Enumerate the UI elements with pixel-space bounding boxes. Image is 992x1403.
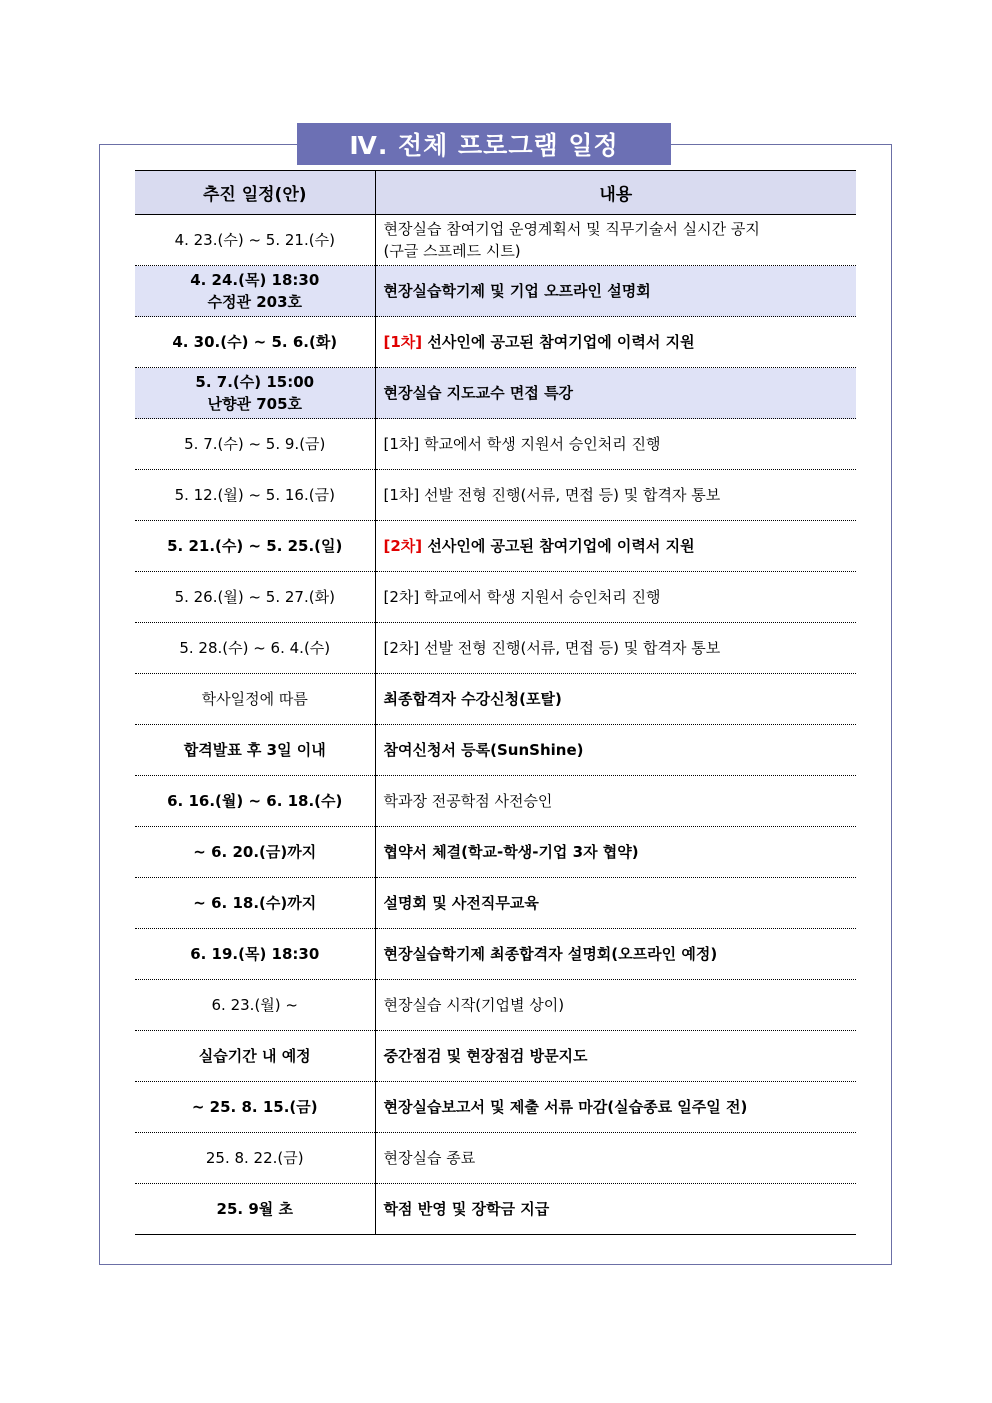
- schedule-date-cell: [135, 674, 375, 725]
- schedule-date-text: 5. 21.(수) ~ 5. 25.(일): [167, 536, 343, 555]
- table-row: [135, 368, 856, 419]
- table-row: [135, 419, 856, 470]
- schedule-content-cell: [375, 674, 856, 725]
- schedule-date-cell: [135, 929, 375, 980]
- table-row: [135, 776, 856, 827]
- schedule-content-text: [1차] 선발 전형 진행(서류, 면접 등) 및 합격자 통보: [383, 485, 721, 504]
- schedule-content-text: 학과장 전공학점 사전승인: [383, 791, 553, 810]
- schedule-content-cell: [375, 980, 856, 1031]
- schedule-content-text: [384, 535, 849, 558]
- header-content: 내용: [375, 171, 856, 215]
- schedule-date-cell: [135, 266, 375, 317]
- table-row: [135, 1184, 856, 1235]
- schedule-content-cell: [375, 1031, 856, 1082]
- schedule-date-text: 학사일정에 따름: [201, 689, 308, 708]
- schedule-content-text: 현장실습 참여기업 운영계획서 및 직무기술서 실시간 공지: [383, 219, 760, 238]
- schedule-date-cell: [135, 1082, 375, 1133]
- schedule-content-cell: [375, 470, 856, 521]
- schedule-content-cell: [375, 623, 856, 674]
- schedule-date-text: 5. 28.(수) ~ 6. 4.(수): [179, 638, 331, 657]
- schedule-date-cell: [135, 623, 375, 674]
- schedule-date-text: ~ 6. 18.(수)까지: [193, 893, 317, 912]
- section-title: Ⅳ. 전체 프로그램 일정: [297, 123, 671, 165]
- schedule-content-text: [2차] 학교에서 학생 지원서 승인처리 진행: [383, 587, 661, 606]
- schedule-date-cell: [135, 215, 375, 266]
- schedule-date-text: 5. 7.(수) ~ 5. 9.(금): [184, 434, 326, 453]
- schedule-content-cell: [375, 572, 856, 623]
- schedule-date-cell: [135, 317, 375, 368]
- schedule-date-cell: [135, 1031, 375, 1082]
- schedule-date-text: 4. 24.(목) 18:30: [190, 270, 320, 289]
- schedule-body: [135, 215, 856, 1235]
- schedule-date-cell: [135, 419, 375, 470]
- table-row: [135, 1133, 856, 1184]
- table-row: [135, 725, 856, 776]
- schedule-date-cell: [135, 470, 375, 521]
- schedule-date-text: 수정관 203호: [207, 293, 302, 311]
- table-row: [135, 878, 856, 929]
- round-tag: [2차]: [383, 536, 423, 555]
- schedule-content-cell: [375, 1184, 856, 1235]
- schedule-content-text: [1차] 학교에서 학생 지원서 승인처리 진행: [383, 434, 661, 453]
- schedule-date-text: 합격발표 후 3일 이내: [183, 740, 326, 759]
- schedule-content-text: 현장실습 종료: [383, 1148, 476, 1167]
- table-row: [135, 980, 856, 1031]
- schedule-date-text: 25. 9월 초: [216, 1199, 293, 1218]
- schedule-date-text: 5. 7.(수) 15:00: [195, 372, 315, 391]
- schedule-content-cell: [375, 317, 856, 368]
- schedule-content-text: [2차] 선발 전형 진행(서류, 면접 등) 및 합격자 통보: [383, 638, 721, 657]
- schedule-date-text: 6. 23.(월) ~: [211, 995, 298, 1014]
- schedule-table: [135, 170, 856, 1235]
- schedule-content-body: 선사인에 공고된 참여기업에 이력서 지원: [427, 536, 695, 555]
- schedule-date-text: 실습기간 내 예정: [198, 1046, 311, 1065]
- schedule-date-cell: [135, 368, 375, 419]
- schedule-date-text: 4. 30.(수) ~ 5. 6.(화): [172, 332, 338, 351]
- schedule-date-cell: [135, 776, 375, 827]
- schedule-content-text: (구글 스프레드 시트): [383, 242, 521, 260]
- header-date: 추진 일정(안): [135, 171, 375, 215]
- schedule-date-cell: [135, 521, 375, 572]
- schedule-date-text: 4. 23.(수) ~ 5. 21.(수): [174, 230, 335, 249]
- schedule-date-text: 6. 16.(월) ~ 6. 18.(수): [167, 791, 343, 810]
- schedule-content-text: 현장실습학기제 및 기업 오프라인 설명회: [383, 281, 651, 300]
- table-row: [135, 623, 856, 674]
- schedule-content-cell: [375, 827, 856, 878]
- schedule-date-cell: [135, 725, 375, 776]
- schedule-date-text: ~ 6. 20.(금)까지: [193, 842, 317, 861]
- schedule-date-cell: [135, 980, 375, 1031]
- schedule-date-text: 5. 12.(월) ~ 5. 16.(금): [174, 485, 335, 504]
- table-row: [135, 521, 856, 572]
- schedule-content-text: 현장실습 지도교수 면접 특강: [383, 383, 574, 402]
- schedule-content-cell: [375, 776, 856, 827]
- schedule-content-text: 최종합격자 수강신청(포탈): [383, 689, 562, 708]
- table-row: [135, 215, 856, 266]
- schedule-content-text: [384, 331, 849, 354]
- table-row: [135, 470, 856, 521]
- schedule-content-cell: [375, 419, 856, 470]
- schedule-content-cell: [375, 521, 856, 572]
- schedule-content-cell: [375, 1082, 856, 1133]
- schedule-date-text: 난향관 705호: [207, 395, 302, 413]
- table-row: [135, 1031, 856, 1082]
- schedule-date-cell: [135, 572, 375, 623]
- table-row: [135, 827, 856, 878]
- table-row: [135, 572, 856, 623]
- schedule-date-text: ~ 25. 8. 15.(금): [191, 1097, 318, 1116]
- schedule-date-text: 6. 19.(목) 18:30: [190, 944, 320, 963]
- schedule-content-text: 현장실습학기제 최종합격자 설명회(오프라인 예정): [383, 944, 718, 963]
- schedule-date-cell: [135, 827, 375, 878]
- table-row: [135, 317, 856, 368]
- schedule-content-cell: [375, 1133, 856, 1184]
- schedule-content-text: 참여신청서 등록(SunShine): [383, 740, 584, 759]
- schedule-date-cell: [135, 878, 375, 929]
- schedule-date-cell: [135, 1184, 375, 1235]
- table-row: [135, 266, 856, 317]
- schedule-content-cell: [375, 266, 856, 317]
- schedule-content-cell: [375, 368, 856, 419]
- schedule-content-text: 현장실습보고서 및 제출 서류 마감(실습종료 일주일 전): [383, 1097, 748, 1116]
- schedule-content-text: 현장실습 시작(기업별 상이): [383, 995, 565, 1014]
- schedule-date-text: 25. 8. 22.(금): [205, 1148, 304, 1167]
- schedule-date-text: 5. 26.(월) ~ 5. 27.(화): [174, 587, 335, 606]
- table-row: [135, 1082, 856, 1133]
- schedule-content-cell: [375, 215, 856, 266]
- schedule-content-text: 협약서 체결(학교-학생-기업 3자 협약): [383, 842, 639, 861]
- schedule-date-cell: [135, 1133, 375, 1184]
- table-row: [135, 674, 856, 725]
- schedule-content-body: 선사인에 공고된 참여기업에 이력서 지원: [427, 332, 695, 351]
- round-tag: [1차]: [383, 332, 423, 351]
- schedule-content-cell: [375, 929, 856, 980]
- schedule-content-cell: [375, 878, 856, 929]
- schedule-content-text: 설명회 및 사전직무교육: [383, 893, 539, 912]
- table-header-row: [135, 171, 856, 215]
- schedule-content-cell: [375, 725, 856, 776]
- schedule-content-text: 중간점검 및 현장점검 방문지도: [383, 1046, 588, 1065]
- table-row: [135, 929, 856, 980]
- schedule-content-text: 학점 반영 및 장학금 지급: [383, 1199, 550, 1218]
